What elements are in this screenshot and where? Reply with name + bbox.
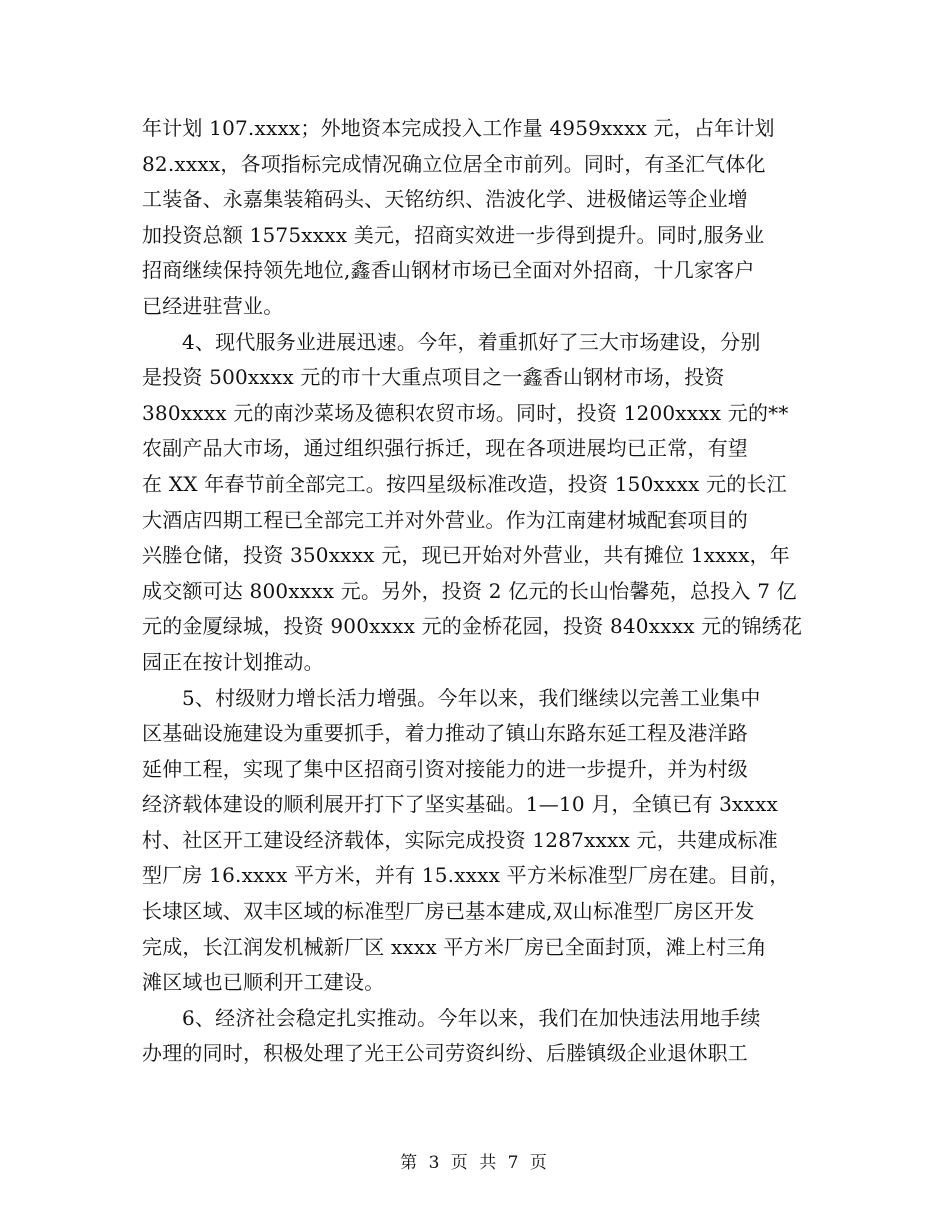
text-line: 农副产品大市场，通过组织强行拆迁，现在各项进展均已正常，有望 bbox=[142, 436, 748, 461]
body-text bbox=[142, 111, 812, 1072]
text-line: 成交额可达 800xxxx 元。另外，投资 2 亿元的长山怡馨苑，总投入 7 亿 bbox=[142, 578, 797, 603]
text-line: 村、社区开工建设经济载体，实际完成投资 1287xxxx 元，共建成标准 bbox=[142, 827, 778, 852]
text-line: 82.xxxx，各项指标完成情况确立位居全市前列。同时，有圣汇气体化 bbox=[142, 151, 766, 176]
text-line: 已经进驻营业。 bbox=[142, 293, 284, 318]
text-line: 区基础设施建设为重要抓手，着力推动了镇山东路东延工程及港洋路 bbox=[142, 721, 748, 746]
text-line: 办理的同时，积极处理了光王公司劳资纠纷、后塍镇级企业退休职工 bbox=[142, 1041, 748, 1066]
text-line: 380xxxx 元的南沙菜场及德积农贸市场。同时，投资 1200xxxx 元的** bbox=[142, 400, 789, 425]
text-line: 年计划 107.xxxx；外地资本完成投入工作量 4959xxxx 元，占年计划 bbox=[142, 116, 775, 140]
text-line: 型厂房 16.xxxx 平方米，并有 15.xxxx 平方米标准型厂房在建。目前， bbox=[142, 863, 790, 888]
text-line: 兴塍仓储，投资 350xxxx 元，现已开始对外营业，共有摊位 1xxxx，年 bbox=[142, 543, 791, 568]
paragraph-start-line: 6、经济社会稳定扎实推动。今年以来，我们在加快违法用地手续 bbox=[182, 1005, 761, 1030]
page-footer: 第 3 页 共 7 页 bbox=[400, 1153, 550, 1173]
text-line: 招商继续保持领先地位,鑫香山钢材市场已全面对外招商，十几家客户 bbox=[142, 258, 755, 283]
paragraph-start-line: 5、村级财力增长活力增强。今年以来，我们继续以完善工业集中 bbox=[182, 685, 761, 710]
text-line: 延伸工程，实现了集中区招商引资对接能力的进一步提升，并为村级 bbox=[142, 756, 748, 781]
text-line: 滩区域也已顺利开工建设。 bbox=[142, 970, 385, 995]
text-line: 工装备、永嘉集装箱码头、天铭纺织、浩波化学、进极储运等企业增 bbox=[142, 187, 748, 212]
text-line: 完成，长江润发机械新厂区 xxxx 平方米厂房已全面封顶，滩上村三角 bbox=[142, 934, 767, 959]
text-line: 加投资总额 1575xxxx 美元，招商实效进一步得到提升。同时,服务业 bbox=[142, 222, 765, 247]
text-line: 在 XX 年春节前全部完工。按四星级标准改造，投资 150xxxx 元的长江 bbox=[142, 471, 787, 496]
text-line: 元的金厦绿城，投资 900xxxx 元的金桥花园，投资 840xxxx 元的锦绣花 bbox=[142, 614, 803, 639]
text-line: 大酒店四期工程已全部完工并对外营业。作为江南建材城配套项目的 bbox=[142, 507, 748, 532]
text-line: 园正在按计划推动。 bbox=[142, 649, 324, 674]
text-line: 经济载体建设的顺利展开打下了坚实基础。1—10 月，全镇已有 3xxxx bbox=[142, 792, 778, 817]
text-line: 长埭区域、双丰区域的标准型厂房已基本建成,双山标准型厂房区开发 bbox=[142, 899, 755, 924]
paragraph-start-line: 4、现代服务业进展迅速。今年，着重抓好了三大市场建设，分别 bbox=[182, 329, 761, 354]
text-line: 是投资 500xxxx 元的市十大重点项目之一鑫香山钢材市场，投资 bbox=[142, 365, 725, 390]
